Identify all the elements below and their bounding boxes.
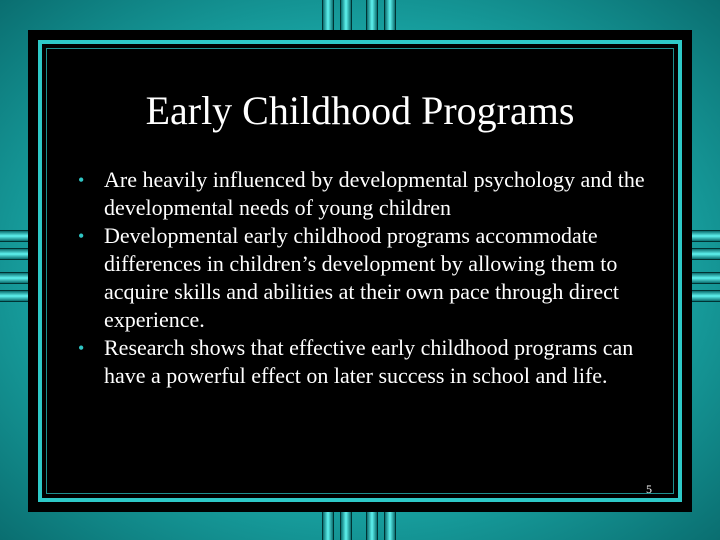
bullet-icon: • bbox=[78, 338, 85, 358]
page-number: 5 bbox=[646, 482, 652, 496]
bullet-item bbox=[78, 222, 658, 334]
bullet-item bbox=[78, 166, 658, 222]
bullet-text: Research shows that effective early childhood programs can have a powerful effect on later success in school and life. bbox=[104, 335, 634, 388]
bullet-list bbox=[78, 166, 658, 390]
bullet-text: Are heavily influenced by developmental psychology and the developmental needs of young children bbox=[104, 167, 645, 220]
slide-title: Early Childhood Programs bbox=[145, 88, 575, 133]
bullet-text: Developmental early childhood programs accommodate differences in children’s development by allowing them to acquire skills and abilities at their own pace through direct experience. bbox=[104, 223, 620, 332]
bullet-icon: • bbox=[78, 170, 85, 190]
bullet-item bbox=[78, 334, 658, 390]
bullet-icon: • bbox=[78, 226, 85, 246]
